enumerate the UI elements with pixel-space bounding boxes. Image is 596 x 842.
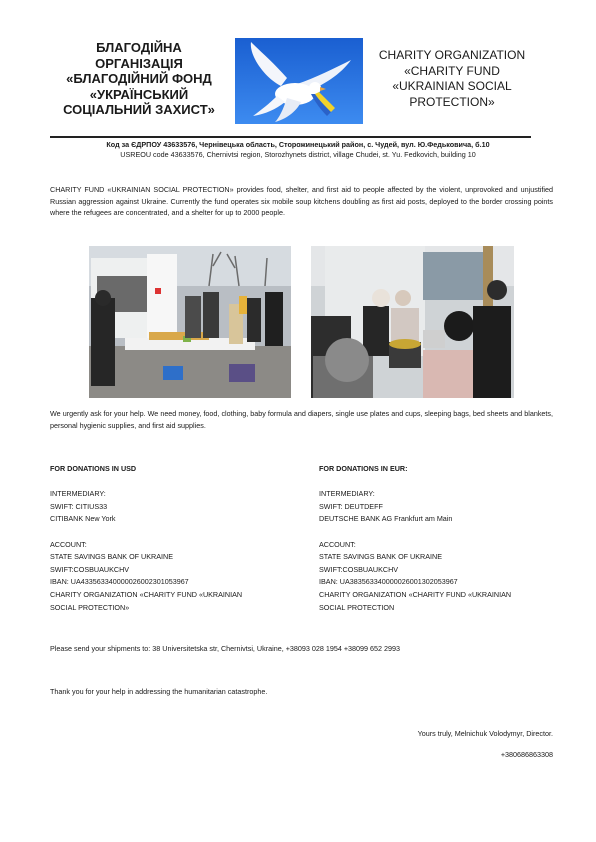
usd-intermediary-label: INTERMEDIARY: (50, 489, 106, 499)
usd-iban: IBAN: UA433563340000026002301053967 (50, 577, 189, 587)
address-english: USREOU code 43633576, Chernivtsi region, Storozhynets district, village Chudei, st. Yu. Fedkovich, building 10 (120, 150, 476, 159)
signature-line: Yours truly, Melnichuk Volodymyr, Director. (417, 729, 553, 738)
org-name-ua-line: БЛАГОДІЙНА (96, 40, 182, 55)
usd-account-bank: STATE SAVINGS BANK OF UKRAINE (50, 552, 174, 562)
org-name-ua-line: ОРГАНІЗАЦІЯ (95, 55, 183, 71)
director-phone: +380686863308 (500, 750, 553, 759)
header-divider (50, 136, 531, 138)
usd-beneficiary: SOCIAL PROTECTION» (50, 602, 130, 612)
org-name-en-line: PROTECTION» (409, 94, 495, 109)
eur-iban: IBAN: UA383563340000026001302053967 (319, 577, 458, 587)
org-name-ua-line: СОЦІАЛЬНИЙ ЗАХИСТ» (63, 102, 215, 117)
eur-donation-block (319, 463, 554, 614)
shipping-address: Please send your shipments to: 38 Universitetska str, Chernivtsi, Ukraine, +38093 028 1954 +38099 652 2993 (50, 644, 401, 653)
usd-intermediary-bank: CITIBANK New York (50, 514, 116, 524)
org-name-ua-line: «УКРАЇНСЬКИЙ (89, 86, 189, 102)
eur-account-label: ACCOUNT: (319, 539, 356, 549)
eur-intermediary-label: INTERMEDIARY: (319, 489, 375, 499)
org-name-ua-line: «БЛАГОДІЙНИЙ ФОНД (66, 71, 212, 86)
thanks-line: Thank you for your help in addressing the humanitarian catastrophe. (50, 687, 268, 696)
org-name-ukrainian (44, 40, 234, 118)
eur-heading: FOR DONATIONS IN EUR: (319, 464, 408, 473)
usd-intermediary-swift: SWIFT: CITIUS33 (50, 501, 108, 511)
address-block (40, 140, 556, 160)
address-ukrainian: Код за ЄДРПОУ 43633576, Чернівецька область, Сторожинецький район, с. Чудей, вул. Ю.Федьковича, б.10 (106, 140, 490, 149)
dove-logo (235, 38, 363, 124)
intro-paragraph: CHARITY FUND «UKRAINIAN SOCIAL PROTECTION» provides food, shelter, and first aid to people affected by the violent, unprovoked and unjustified Russian aggression against Ukraine. Currently the fund operates six mobile soup kitchens doubling as first aid posts, deployed to the border crossing points where the refugees are concentrated, and a shelter for up to 2000 people. (50, 185, 553, 217)
usd-heading: FOR DONATIONS IN USD (50, 464, 137, 473)
org-name-en-line: CHARITY ORGANIZATION (378, 48, 526, 62)
usd-beneficiary: CHARITY ORGANIZATION «CHARITY FUND «UKRAINIAN (50, 589, 243, 599)
org-name-en-line: «UKRAINIAN SOCIAL (392, 79, 512, 93)
usd-account-swift: SWIFT:COSBUAUKCHV (50, 564, 130, 574)
eur-intermediary-bank: DEUTSCHE BANK AG Frankfurt am Main (319, 514, 453, 524)
eur-intermediary-swift: SWIFT: DEUTDEFF (319, 501, 383, 511)
usd-donation-block (50, 463, 285, 614)
org-name-english (372, 48, 532, 110)
org-name-en-line: «CHARITY FUND (404, 63, 500, 78)
eur-account-bank: STATE SAVINGS BANK OF UKRAINE (319, 552, 443, 562)
eur-account-swift: SWIFT:COSBUAUKCHV (319, 564, 399, 574)
serving-soup-photo (311, 246, 514, 398)
usd-account-label: ACCOUNT: (50, 539, 87, 549)
eur-beneficiary: CHARITY ORGANIZATION «CHARITY FUND «UKRAINIAN (319, 589, 512, 599)
soup-kitchen-photo (89, 246, 291, 398)
appeal-paragraph: We urgently ask for your help. We need money, food, clothing, baby formula and diapers, single use plates and cups, sleeping bags, bed sheets and blankets, personal hygienic supplies, and first aid supplies. (50, 409, 553, 430)
eur-beneficiary: SOCIAL PROTECTION (319, 602, 395, 612)
